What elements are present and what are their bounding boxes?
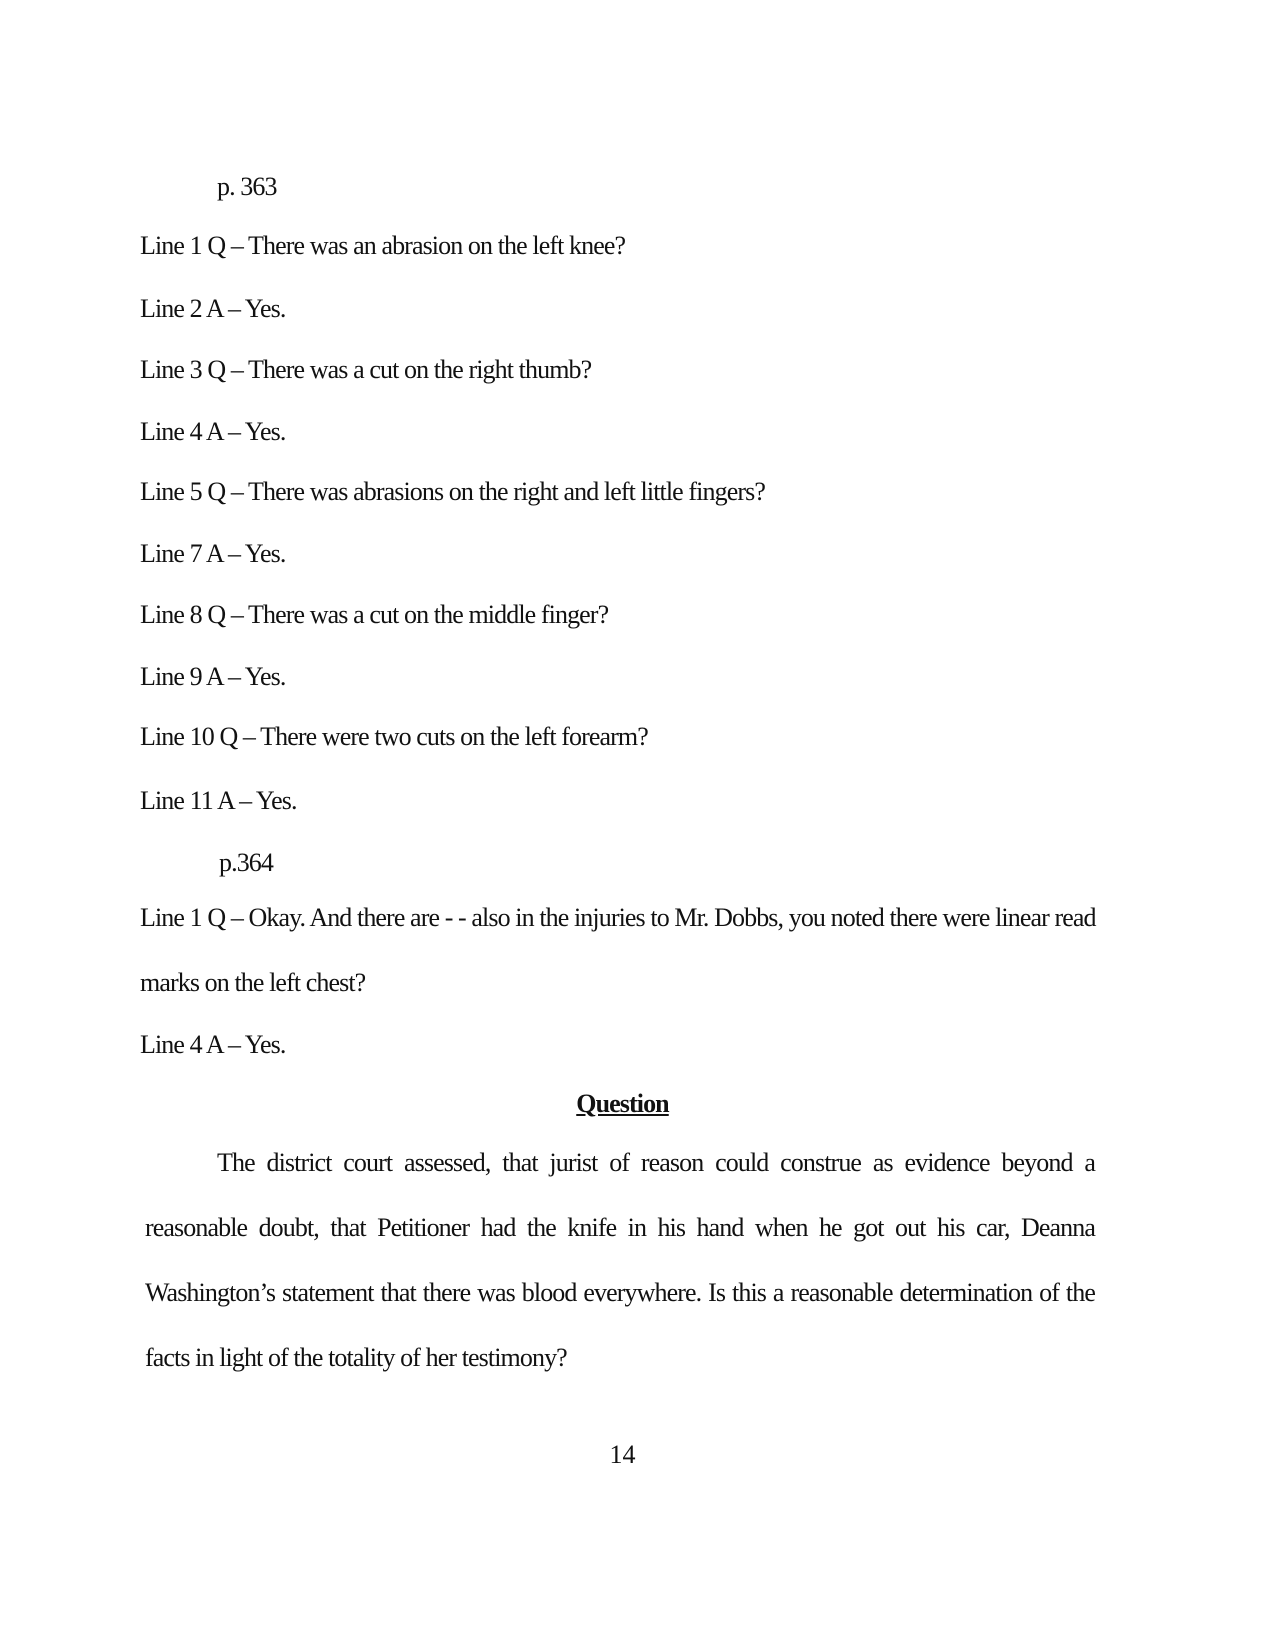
transcript-line: Line 4 A – Yes. [140,417,286,446]
transcript-line: Line 1 Q – Okay. And there are - - also in the injuries to Mr. Dobbs, you noted there were linear read [140,903,1096,932]
transcript-line: Line 11 A – Yes. [140,786,297,815]
page-number: 14 [609,1440,636,1469]
transcript-line: marks on the left chest? [140,968,366,997]
transcript-line: Line 2 A – Yes. [140,294,286,323]
page-reference: p. 363 [217,172,277,201]
transcript-line: Line 10 Q – There were two cuts on the left forearm? [140,722,648,751]
transcript-line: Line 3 Q – There was a cut on the right thumb? [140,355,592,384]
transcript-line: Line 9 A – Yes. [140,662,286,691]
transcript-line: Line 4 A – Yes. [140,1030,286,1059]
transcript-line: Line 1 Q – There was an abrasion on the left knee? [140,231,626,260]
question-paragraph: The district court assessed, that jurist of reason could construe as evidence beyond a reasonable doubt, that Petitioner had the knife in his hand when he got out his car, Deanna Washington’s statement that there was blood everywhere. Is this a reasonable determination of the facts in light of the totality of her testimony? [145,1148,1095,1372]
page-reference: p.364 [219,848,274,877]
transcript-line: Line 8 Q – There was a cut on the middle finger? [140,600,609,629]
transcript-line: Line 7 A – Yes. [140,539,286,568]
transcript-line: Line 5 Q – There was abrasions on the right and left little fingers? [140,477,765,506]
section-heading: Question [576,1089,669,1118]
